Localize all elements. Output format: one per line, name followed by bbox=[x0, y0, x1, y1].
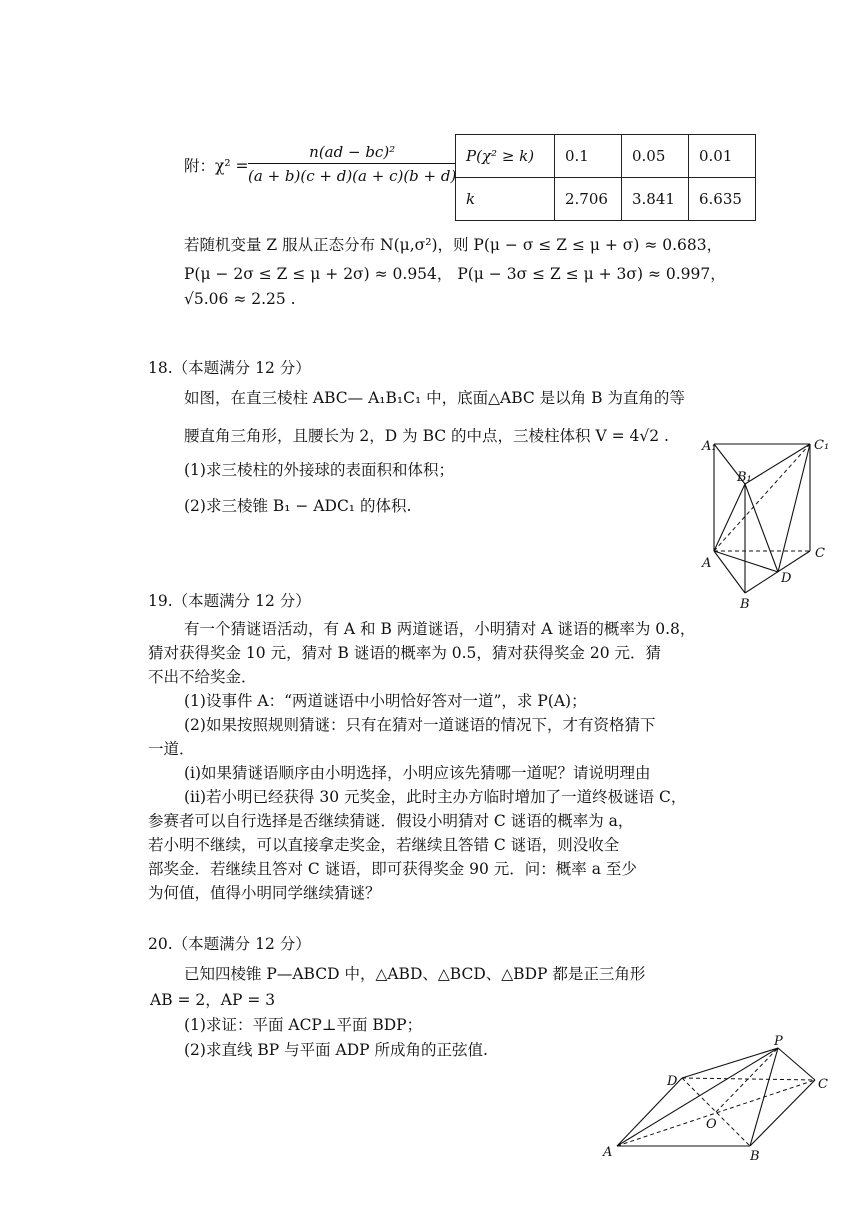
table-cell: 2.706 bbox=[555, 178, 622, 221]
label-c1: C₁ bbox=[814, 438, 830, 453]
q19-line: 一道． bbox=[148, 740, 195, 758]
label-a: A bbox=[603, 1145, 613, 1160]
q18-header: 18.（本题满分 12 分） bbox=[148, 359, 311, 377]
label-b: B bbox=[750, 1149, 760, 1164]
table-cell: 6.635 bbox=[689, 178, 756, 221]
q19-line: (ii)若小明已经获得 30 元奖金，此时主办方临时增加了一道终极谜语 C， bbox=[184, 788, 687, 806]
table-head-p: P(χ² ≥ k) bbox=[456, 135, 555, 178]
label-b1: B₁ bbox=[737, 470, 752, 485]
label-a1: A₁ bbox=[702, 439, 717, 454]
table-cell: 3.841 bbox=[622, 178, 689, 221]
formula-numerator: n(ad − bc)² bbox=[248, 143, 456, 164]
label-c: C bbox=[815, 546, 825, 561]
label-p: P bbox=[774, 1034, 783, 1049]
label-b: B bbox=[740, 597, 750, 612]
appendix-label: 附：χ² = bbox=[184, 157, 249, 175]
q19-line: 为何值，值得小明同学继续猜谜？ bbox=[148, 884, 381, 902]
normal-line-1: 若随机变量 Z 服从正态分布 N(μ,σ²)，则 P(μ − σ ≤ Z ≤ μ + σ) ≈ 0.683， bbox=[184, 236, 723, 254]
q20-line-2: AB = 2，AP = 3 bbox=[150, 991, 276, 1009]
label-d: D bbox=[667, 1074, 678, 1089]
table-cell: 0.01 bbox=[689, 135, 756, 178]
q19-line: 部奖金．若继续且答对 C 谜语，即可获得奖金 90 元．问：概率 a 至少 bbox=[148, 860, 637, 878]
q19-line: 不出不给奖金． bbox=[148, 668, 257, 686]
q19-header: 19.（本题满分 12 分） bbox=[148, 592, 311, 610]
chi-square-formula bbox=[248, 143, 456, 185]
q20-part-2: (2)求直线 BP 与平面 ADP 所成角的正弦值. bbox=[184, 1041, 488, 1059]
label-o: O bbox=[706, 1117, 717, 1132]
label-d: D bbox=[781, 571, 792, 586]
formula-denominator: (a + b)(c + d)(a + c)(b + d) bbox=[248, 167, 457, 185]
normal-line-3: √5.06 ≈ 2.25 . bbox=[184, 290, 296, 308]
table-cell: 0.05 bbox=[622, 135, 689, 178]
q19-line: 猜对获得奖金 10 元，猜对 B 谜语的概率为 0.5，猜对获得奖金 20 元．猜 bbox=[148, 644, 661, 662]
table-head-k: k bbox=[456, 178, 555, 221]
q19-line: 有一个猜谜语活动，有 A 和 B 两道谜语，小明猜对 A 谜语的概率为 0.8， bbox=[184, 620, 696, 638]
normal-line-2: P(μ − 2σ ≤ Z ≤ μ + 2σ) ≈ 0.954， P(μ − 3σ ≤ Z ≤ μ + 3σ) ≈ 0.997， bbox=[184, 265, 726, 283]
q19-line: (1)设事件 A：“两道谜语中小明恰好答对一道”，求 P(A)； bbox=[184, 692, 587, 710]
q20-part-1: (1)求证：平面 ACP⊥平面 BDP； bbox=[184, 1016, 423, 1034]
label-c: C bbox=[818, 1077, 828, 1092]
q18-line-1: 如图，在直三棱柱 ABC— A₁B₁C₁ 中，底面△ABC 是以角 B 为直角的等 bbox=[184, 389, 685, 407]
q20-line-1: 已知四棱锥 P—ABCD 中，△ABD、△BCD、△BDP 都是正三角形 bbox=[184, 965, 646, 983]
q19-line: (2)如果按照规则猜谜：只有在猜对一道谜语的情况下，才有资格猜下 bbox=[184, 716, 656, 734]
q19-line: 参赛者可以自行选择是否继续猜谜．假设小明猜对 C 谜语的概率为 a， bbox=[148, 812, 634, 830]
table-row bbox=[456, 178, 756, 221]
label-a: A bbox=[702, 556, 712, 571]
critical-value-table bbox=[455, 134, 756, 221]
q18-line-2: 腰直角三角形，且腰长为 2，D 为 BC 的中点，三棱柱体积 V = 4√2 . bbox=[184, 427, 669, 445]
q20-header: 20.（本题满分 12 分） bbox=[148, 935, 311, 953]
table-row bbox=[456, 135, 756, 178]
table-cell: 0.1 bbox=[555, 135, 622, 178]
q18-part-1: (1)求三棱柱的外接球的表面积和体积； bbox=[184, 461, 454, 479]
q18-part-2: (2)求三棱锥 B₁ − ADC₁ 的体积. bbox=[184, 497, 412, 515]
q19-line: (i)如果猜谜语顺序由小明选择，小明应该先猜哪一道呢？请说明理由 bbox=[184, 764, 651, 782]
q19-line: 若小明不继续，可以直接拿走奖金，若继续且答错 C 谜语，则没收全 bbox=[148, 836, 620, 854]
